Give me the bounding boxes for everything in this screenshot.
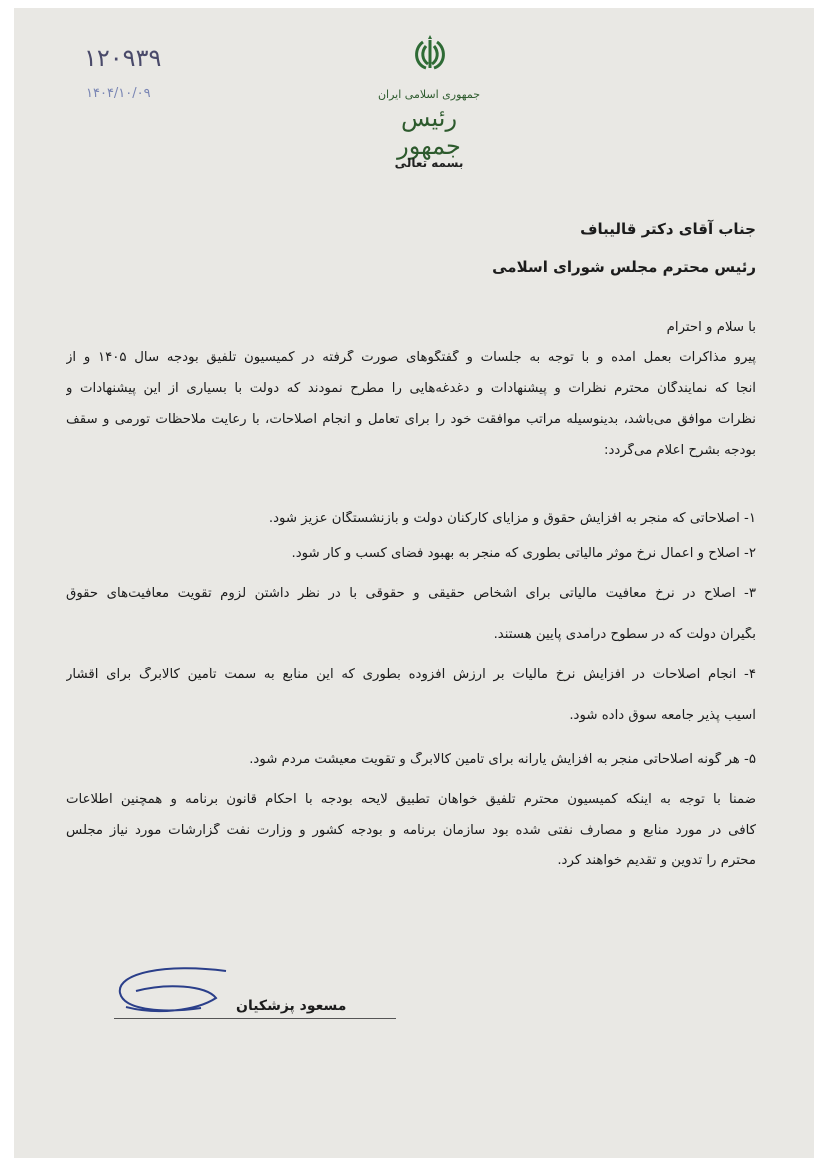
greeting: با سلام و احترام — [666, 320, 756, 335]
letter-date: ۱۴۰۴/۱۰/۰۹ — [86, 86, 151, 101]
intro-line: پیرو مذاکرات بعمل آمده و با توجه به جلسات و گفتگوهای صورت گرفته در کمیسیون تلفیق بودجه سال ۱۴۰۵ و از — [66, 350, 756, 365]
signature-line — [114, 1018, 396, 1019]
signatory-name: مسعود پزشکیان — [236, 998, 347, 1014]
handwritten-signature-icon — [106, 963, 246, 1023]
list-item-3-cont: بگیران دولت که در سطوح درآمدی پایین هستند. — [493, 627, 756, 642]
invocation: بسمه تعالی — [394, 156, 464, 170]
letter-number: ۱۲۰۹۳۹ — [84, 44, 162, 72]
intro-line: آنجا که نمایندگان محترم نظرات و پیشنهادات و دغدغه‌هایی را مطرح نمودند که دولت با بسیاری از این پیشنهادات و — [66, 381, 756, 396]
logo-office-text: رئیس جمهور — [397, 104, 461, 160]
list-item-4-cont: آسیب پذیر جامعه سوق داده شود. — [569, 708, 756, 723]
list-item-2: ۲- اصلاح و اعمال نرخ موثر مالیاتی بطوری که منجر به بهبود فضای کسب و کار شود. — [291, 546, 756, 561]
list-item-3: ۳- اصلاح در نرخ معافیت مالیاتی برای اشخاص حقیقی و حقوقی با در نظر داشتن لزوم تقویت معافیت‌های حقوق — [66, 586, 756, 601]
logo-country-text: جمهوری اسلامی ایران — [377, 88, 481, 101]
closing-line: کافی در مورد منابع و مصارف نفتی شده بود سازمان برنامه و بودجه کشور و وزارت نفت گزارشات مورد نیاز مجلس — [66, 823, 756, 838]
recipient-name: جناب آقای دکتر قالیباف — [580, 220, 756, 238]
list-item-5: ۵- هر گونه اصلاحاتی منجر به افزایش یارانه برای تامین کالابرگ و تقویت معیشت مردم شود. — [249, 752, 756, 767]
closing-line: محترم را تدوین و تقدیم خواهند کرد. — [557, 853, 756, 868]
intro-line: نظرات موافق می‌باشد، بدینوسیله مراتب موافقت خود را برای تعامل و انجام اصلاحات، با رعایت ملاحظات تورمی و سقف — [66, 412, 756, 427]
intro-line: بودجه بشرح اعلام می‌گردد: — [604, 443, 756, 458]
letter-page — [14, 8, 814, 1158]
iran-emblem-icon — [412, 34, 448, 74]
closing-line: ضمناً با توجه به اینکه کمیسیون محترم تلفیق خواهان تطبیق لایحه بودجه با احکام قانون برنامه و همچنین اطلاعات — [66, 792, 756, 807]
recipient-title: رئیس محترم مجلس شورای اسلامی — [492, 258, 756, 276]
list-item-4: ۴- انجام اصلاحات در افزایش نرخ مالیات بر ارزش افزوده بطوری که این منابع به سمت تأمین کالابرگ برای اقشار — [66, 667, 756, 682]
list-item-1: ۱- اصلاحاتی که منجر به افزایش حقوق و مزایای کارکنان دولت و بازنشستگان عزیز شود. — [268, 511, 756, 526]
